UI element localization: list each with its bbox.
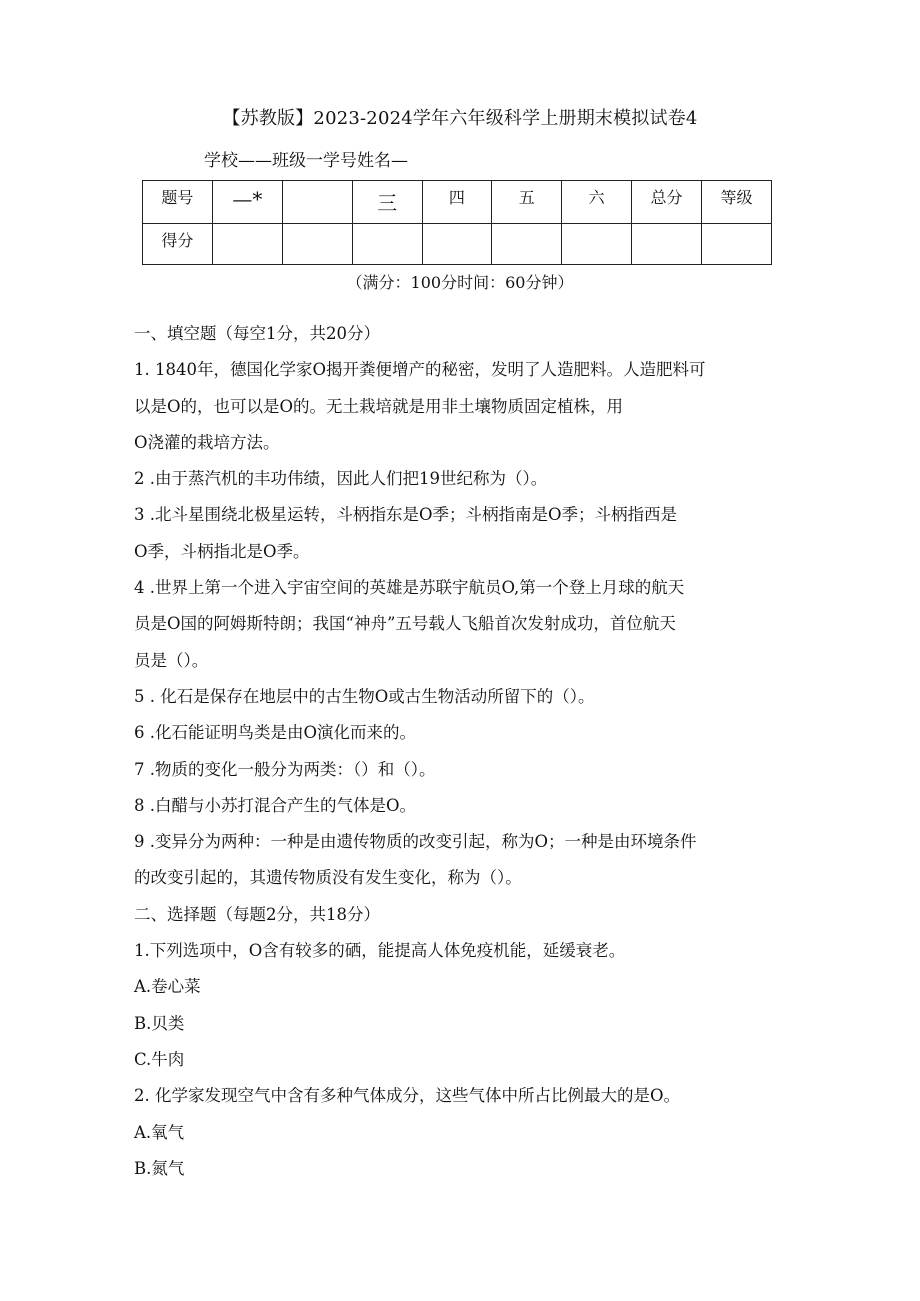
section-heading: 一、填空题（每空1分，共20分）: [134, 324, 380, 343]
question-line: 员是（）。: [134, 650, 209, 670]
question-line: 2. 化学家发现空气中含有多种气体成分，这些气体中所占比例最大的是O。: [134, 1086, 681, 1106]
question-line: 员是O国的阿姆斯特朗；我国“神舟”五号载人飞船首次发射成功，首位航天: [134, 614, 676, 634]
exam-title: 【苏教版】2023-2024学年六年级科学上册期末模拟试卷4: [222, 108, 698, 129]
column-header: 三: [352, 181, 422, 224]
column-header: 总分: [632, 181, 702, 224]
choice-option: C.牛肉: [134, 1049, 185, 1069]
student-info-line: 学校——班级一学号姓名—: [204, 151, 408, 171]
column-header: —*: [212, 181, 282, 224]
question-line: O浇灌的栽培方法。: [134, 432, 280, 452]
section-heading: 二、选择题（每题2分，共18分）: [134, 904, 380, 924]
full-score-time-line: （满分：100分时间：60分钟）: [346, 273, 574, 292]
score-table: [142, 180, 772, 265]
row-header-question-number: 题号: [143, 181, 213, 224]
choice-option: B.氮气: [134, 1158, 185, 1178]
score-cell[interactable]: [562, 224, 632, 265]
row-header-score: 得分: [143, 224, 213, 265]
question-line: 7 .物质的变化一般分为两类：（）和（）。: [134, 759, 436, 779]
score-cell[interactable]: [632, 224, 702, 265]
column-header: 五: [492, 181, 562, 224]
choice-option: A.氧气: [134, 1122, 185, 1142]
column-header: 四: [422, 181, 492, 224]
question-line: O季，斗柄指北是O季。: [134, 541, 310, 561]
score-cell[interactable]: [492, 224, 562, 265]
question-line: 4 .世界上第一个进入宇宙空间的英雄是苏联宇航员O,第一个登上月球的航天: [134, 578, 685, 598]
question-line: 1.下列选项中，O含有较多的硒，能提高人体免疫机能，延缓衰老。: [134, 941, 626, 961]
score-cell[interactable]: [212, 224, 282, 265]
score-cell[interactable]: [702, 224, 772, 265]
score-cell[interactable]: [352, 224, 422, 265]
column-header: [282, 181, 352, 224]
score-cell[interactable]: [422, 224, 492, 265]
choice-option: A.卷心菜: [134, 977, 201, 997]
question-line: 9 .变异分为两种：一种是由遗传物质的改变引起，称为O；一种是由环境条件: [134, 832, 697, 852]
table-row: [143, 224, 772, 265]
question-line: 8 .白醋与小苏打混合产生的气体是O。: [134, 795, 417, 815]
exam-content: [134, 316, 780, 1187]
question-line: 5 . 化石是保存在地层中的古生物O或古生物活动所留下的（）。: [134, 686, 595, 706]
column-header: 等级: [702, 181, 772, 224]
question-line: 的改变引起的，其遗传物质没有发生变化，称为（）。: [134, 868, 522, 888]
question-line: 6 .化石能证明鸟类是由O演化而来的。: [134, 723, 417, 743]
question-line: 以是O的，也可以是O的。无土栽培就是用非土壤物质固定植株，用: [134, 396, 624, 416]
question-line: 3 .北斗星围绕北极星运转，斗柄指东是O季；斗柄指南是O季；斗柄指西是: [134, 505, 678, 525]
choice-option: B.贝类: [134, 1013, 185, 1033]
question-line: 2 .由于蒸汽机的丰功伟绩，因此人们把19世纪称为（）。: [134, 469, 548, 489]
table-row: [143, 181, 772, 224]
score-cell[interactable]: [282, 224, 352, 265]
question-line: 1. 1840年，德国化学家O揭开粪便增产的秘密，发明了人造肥料。人造肥料可: [134, 360, 706, 380]
column-header: 六: [562, 181, 632, 224]
